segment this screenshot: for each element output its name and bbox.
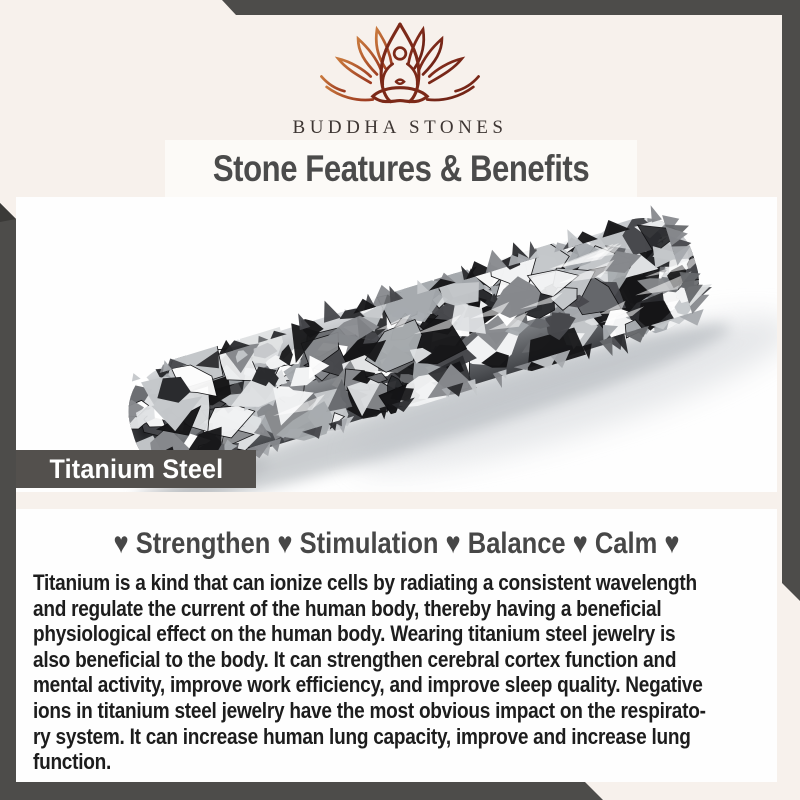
product-label: Titanium Steel [49,453,223,484]
description-line: ions in titanium steel jewelry have the most obvious impact on the respirato- [33,697,706,723]
lotus-meditation-icon [315,22,485,110]
description-line: Titanium is a kind that can ionize cells by radiating a consistent wavelength [33,570,697,595]
benefits-tagline: ♥ Strengthen ♥ Stimulation ♥ Balance ♥ Calm ♥ [113,527,680,560]
description-line: ry system. It can increase human lung capacity, improve and increase lung [33,723,691,749]
brand-name: BUDDHA STONES [292,117,508,138]
page-title: Stone Features & Benefits [212,147,590,189]
product-photo-panel [16,197,777,492]
description-line: also beneficial to the body. It can strengthen cerebral cortex function and [33,646,677,672]
description-line: and regulate the current of the human body, thereby having a beneficial [33,595,662,621]
benefits-panel [16,509,777,782]
description-line: mental activity, improve work efficiency, and improve sleep quality. Negative [33,672,703,698]
ribbon-fold-accent [0,203,16,222]
product-label-bar [16,450,256,488]
titanium-steel-crystal-bar-photo [16,197,777,492]
brand-header [0,22,800,139]
section-header [165,140,637,197]
description-line: physiological effect on the human body. Wearing titanium steel jewelry is [33,621,676,647]
benefits-description [16,570,777,775]
description-line: function. [33,749,111,775]
